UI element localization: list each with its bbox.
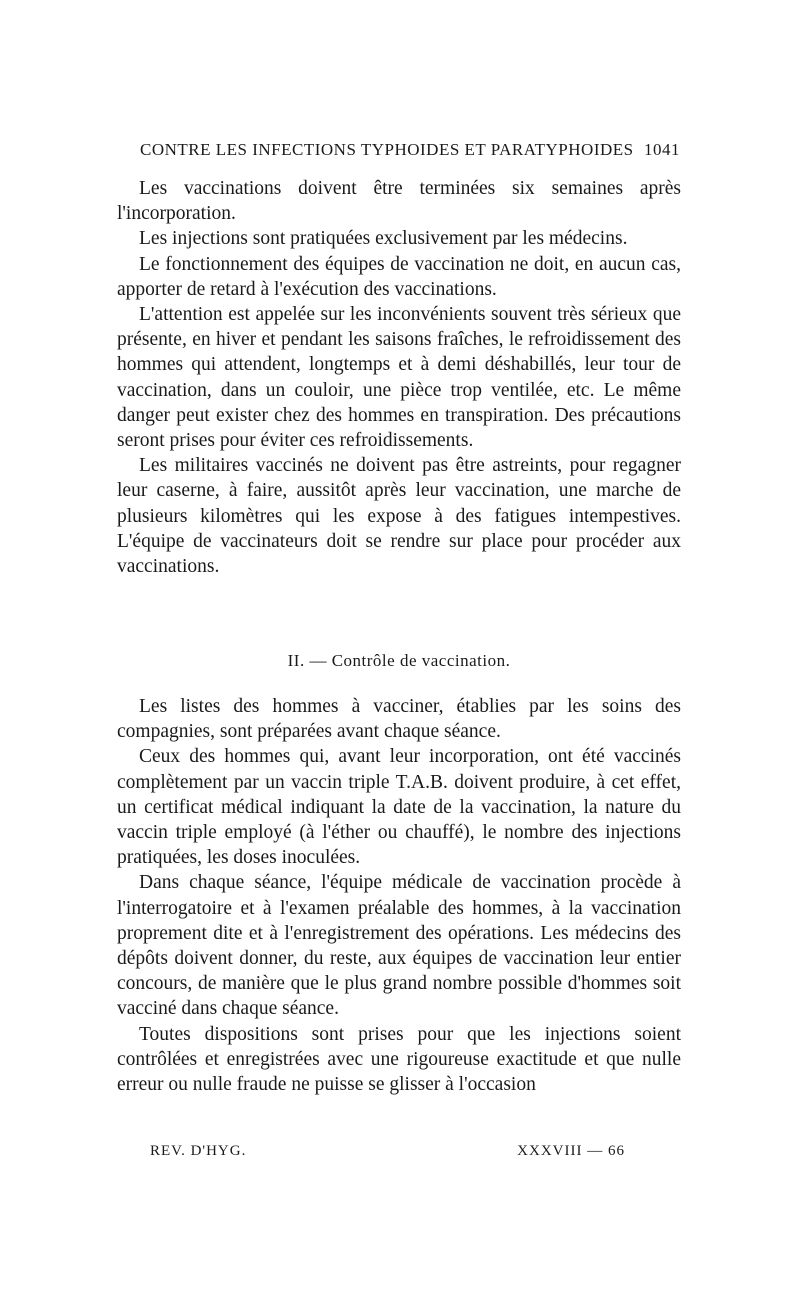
paragraph: Ceux des hommes qui, avant leur incorporation, ont été vaccinés complètement par un vaccin triple T.A.B. doivent produire, à cet effet, un certificat médical indiquant la date de la vaccination, la nature du vaccin triple employé (à l'éther ou chauffé), le nombre des injections pratiquées, les doses inoculées. (117, 746, 681, 869)
paragraph: Dans chaque séance, l'équipe médicale de vaccination procède à l'interrogatoire et à l'examen préalable des hommes, à la vaccination proprement dite et à l'enregistrement des opérations. Les médecins des dépôts doivent donner, du reste, aux équipes de vaccination leur entier concours, de manière que le plus grand nombre possible d'hommes soit vacciné dans chaque séance. (117, 872, 681, 1020)
section-heading: II. — Contrôle de vaccination. (287, 651, 511, 670)
paragraph: Les injections sont pratiquées exclusivement par les médecins. (139, 228, 628, 250)
journal-abbreviation: REV. D'HYG. (150, 1143, 247, 1159)
paragraph: Les militaires vaccinés ne doivent pas être astreints, pour regagner leur caserne, à faire, aussitôt après leur vaccination, une marche de plusieurs kilomètres qui les expose à des fatigues intempestives. L'équipe de vaccinateurs doit se rendre sur place pour procéder aux vaccinations. (117, 455, 681, 578)
page-number: 1041 (644, 140, 680, 159)
paragraph: Les listes des hommes à vacciner, établies par les soins des compagnies, sont préparées avant chaque séance. (117, 696, 681, 743)
paragraph: Le fonctionnement des équipes de vaccination ne doit, en aucun cas, apporter de retard à l'exécution des vaccinations. (117, 253, 681, 300)
paragraph: Toutes dispositions sont prises pour que les injections soient contrôlées et enregistrées avec une rigoureuse exactitude et que nulle erreur ou nulle fraude ne puisse se glisser à l'occasion (117, 1023, 681, 1096)
section-2-body (117, 694, 681, 1097)
section-1-body (117, 176, 681, 579)
paragraph: Les vaccinations doivent être terminées six semaines après l'incorporation. (117, 178, 681, 225)
running-title: CONTRE LES INFECTIONS TYPHOIDES ET PARATYPHOIDES (140, 140, 634, 159)
signature-mark: XXXVIII — 66 (517, 1143, 625, 1159)
paragraph: L'attention est appelée sur les inconvénients souvent très sérieux que présente, en hiver et pendant les saisons fraîches, le refroidissement des hommes qui attendent, longtemps et à demi déshabillés, leur tour de vaccination, dans un couloir, une pièce trop ventilée, etc. Le même danger peut exister chez des hommes en transpiration. Des précautions seront prises pour éviter ces refroidissements. (117, 304, 681, 452)
